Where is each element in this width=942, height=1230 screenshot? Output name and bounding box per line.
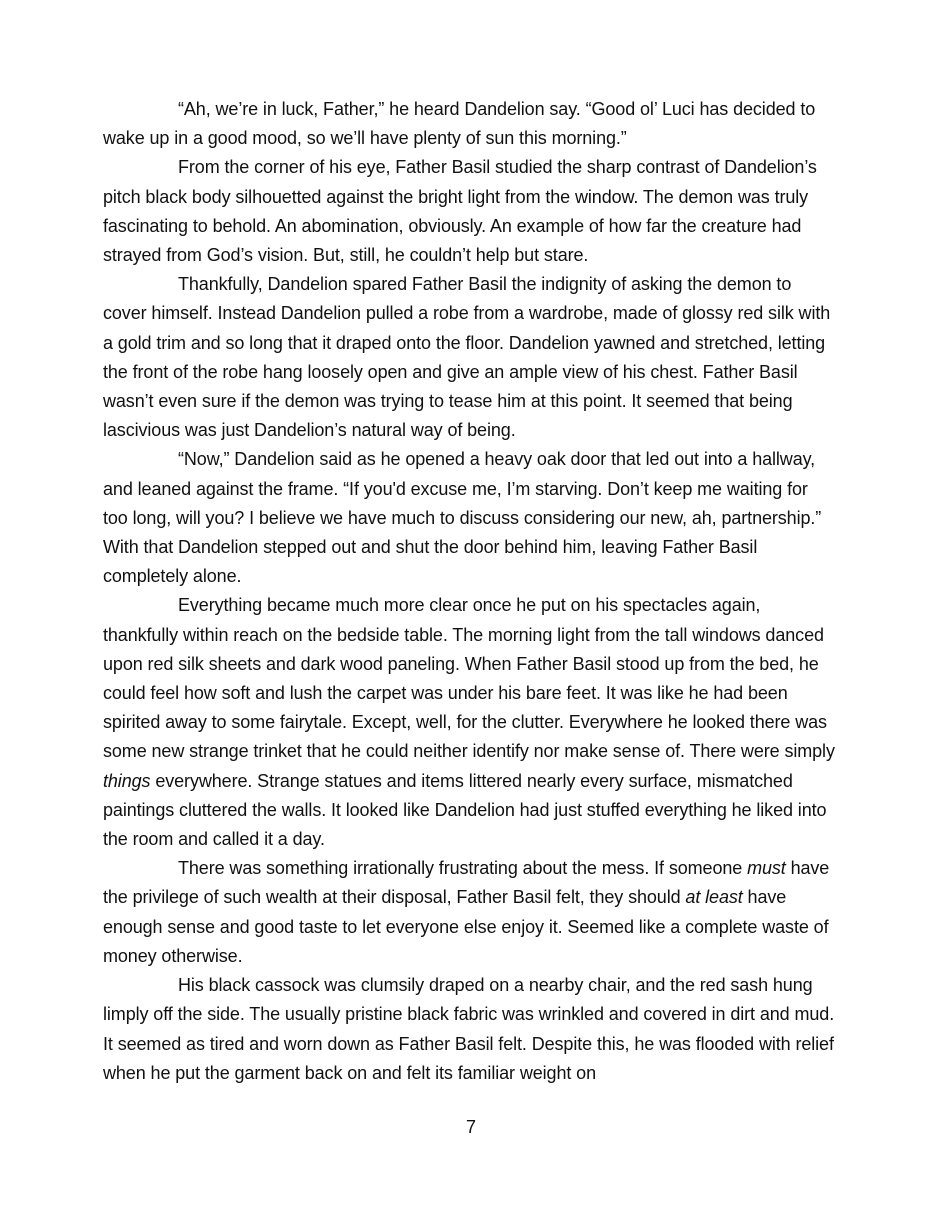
- italic-text-run: must: [747, 858, 786, 879]
- paragraph: [103, 270, 836, 445]
- text-run: Thankfully, Dandelion spared Father Basil the indignity of asking the demon to cover himself. Instead Dandelion pulled a robe from a wardrobe, made of glossy red silk with a gold trim and so long that it draped onto the floor. Dandelion yawned and stretched, letting the front of the robe hang loosely open and give an ample view of his chest. Father Basil wasn’t even sure if the demon was trying to tease him at this point. It seemed that being lascivious was just Dandelion’s natural way of being.: [103, 274, 831, 441]
- text-run: From the corner of his eye, Father Basil studied the sharp contrast of Dandelion’s pitch black body silhouetted against the bright light from the window. The demon was truly fascinating to behold. An abomination, obviously. An example of how far the creature had strayed from God’s vision. But, still, he couldn’t help but stare.: [103, 157, 817, 266]
- paragraph: [103, 445, 836, 591]
- text-run: His black cassock was clumsily draped on a nearby chair, and the red sash hung limply off the side. The usually pristine black fabric was wrinkled and covered in dirt and mud. It seemed as tired and worn down as Father Basil felt. Despite this, he was flooded with relief when he put the garment back on and felt its familiar weight on: [103, 975, 835, 1083]
- italic-text-run: at least: [685, 887, 743, 908]
- text-run: Everything became much more clear once he put on his spectacles again, thankfully within reach on the bedside table. The morning light from the tall windows danced upon red silk sheets and dark wood paneling. When Father Basil stood up from the bed, he could feel how soft and lush the carpet was under his bare feet. It was like he had been spirited away to some fairytale. Except, well, for the clutter. Everywhere he looked there was some new strange trinket that he could neither identify nor make sense of. There were simply: [103, 595, 835, 762]
- text-run: have enough sense and good taste to let everyone else enjoy it. Seemed like a complete waste of money otherwise.: [103, 887, 829, 966]
- text-run: have the privilege of such wealth at their disposal, Father Basil felt, they should: [103, 858, 830, 908]
- paragraph: [103, 153, 836, 270]
- text-run: There was something irrationally frustrating about the mess. If someone: [178, 858, 748, 879]
- paragraph: [103, 971, 836, 1088]
- body-text: [103, 95, 836, 1088]
- italic-text-run: things: [103, 770, 151, 791]
- text-run: “Now,” Dandelion said as he opened a heavy oak door that led out into a hallway, and leaned against the frame. “If you'd excuse me, I’m starving. Don’t keep me waiting for too long, will you? I believe we have much to discuss considering our new, ah, partnership.” With that Dandelion stepped out and shut the door behind him, leaving Father Basil completely alone.: [103, 449, 822, 587]
- text-run: “Ah, we’re in luck, Father,” he heard Dandelion say. “Good ol’ Luci has decided to wake up in a good mood, so we’ll have plenty of sun this morning.”: [103, 99, 816, 149]
- paragraph: [103, 591, 836, 854]
- text-run: everywhere. Strange statues and items littered nearly every surface, mismatched paintings cluttered the walls. It looked like Dandelion had just stuffed everything he liked into the room and called it a day.: [103, 770, 827, 850]
- page-number: 7: [465, 1117, 476, 1137]
- paragraph: [103, 854, 836, 971]
- paragraph: [103, 95, 836, 153]
